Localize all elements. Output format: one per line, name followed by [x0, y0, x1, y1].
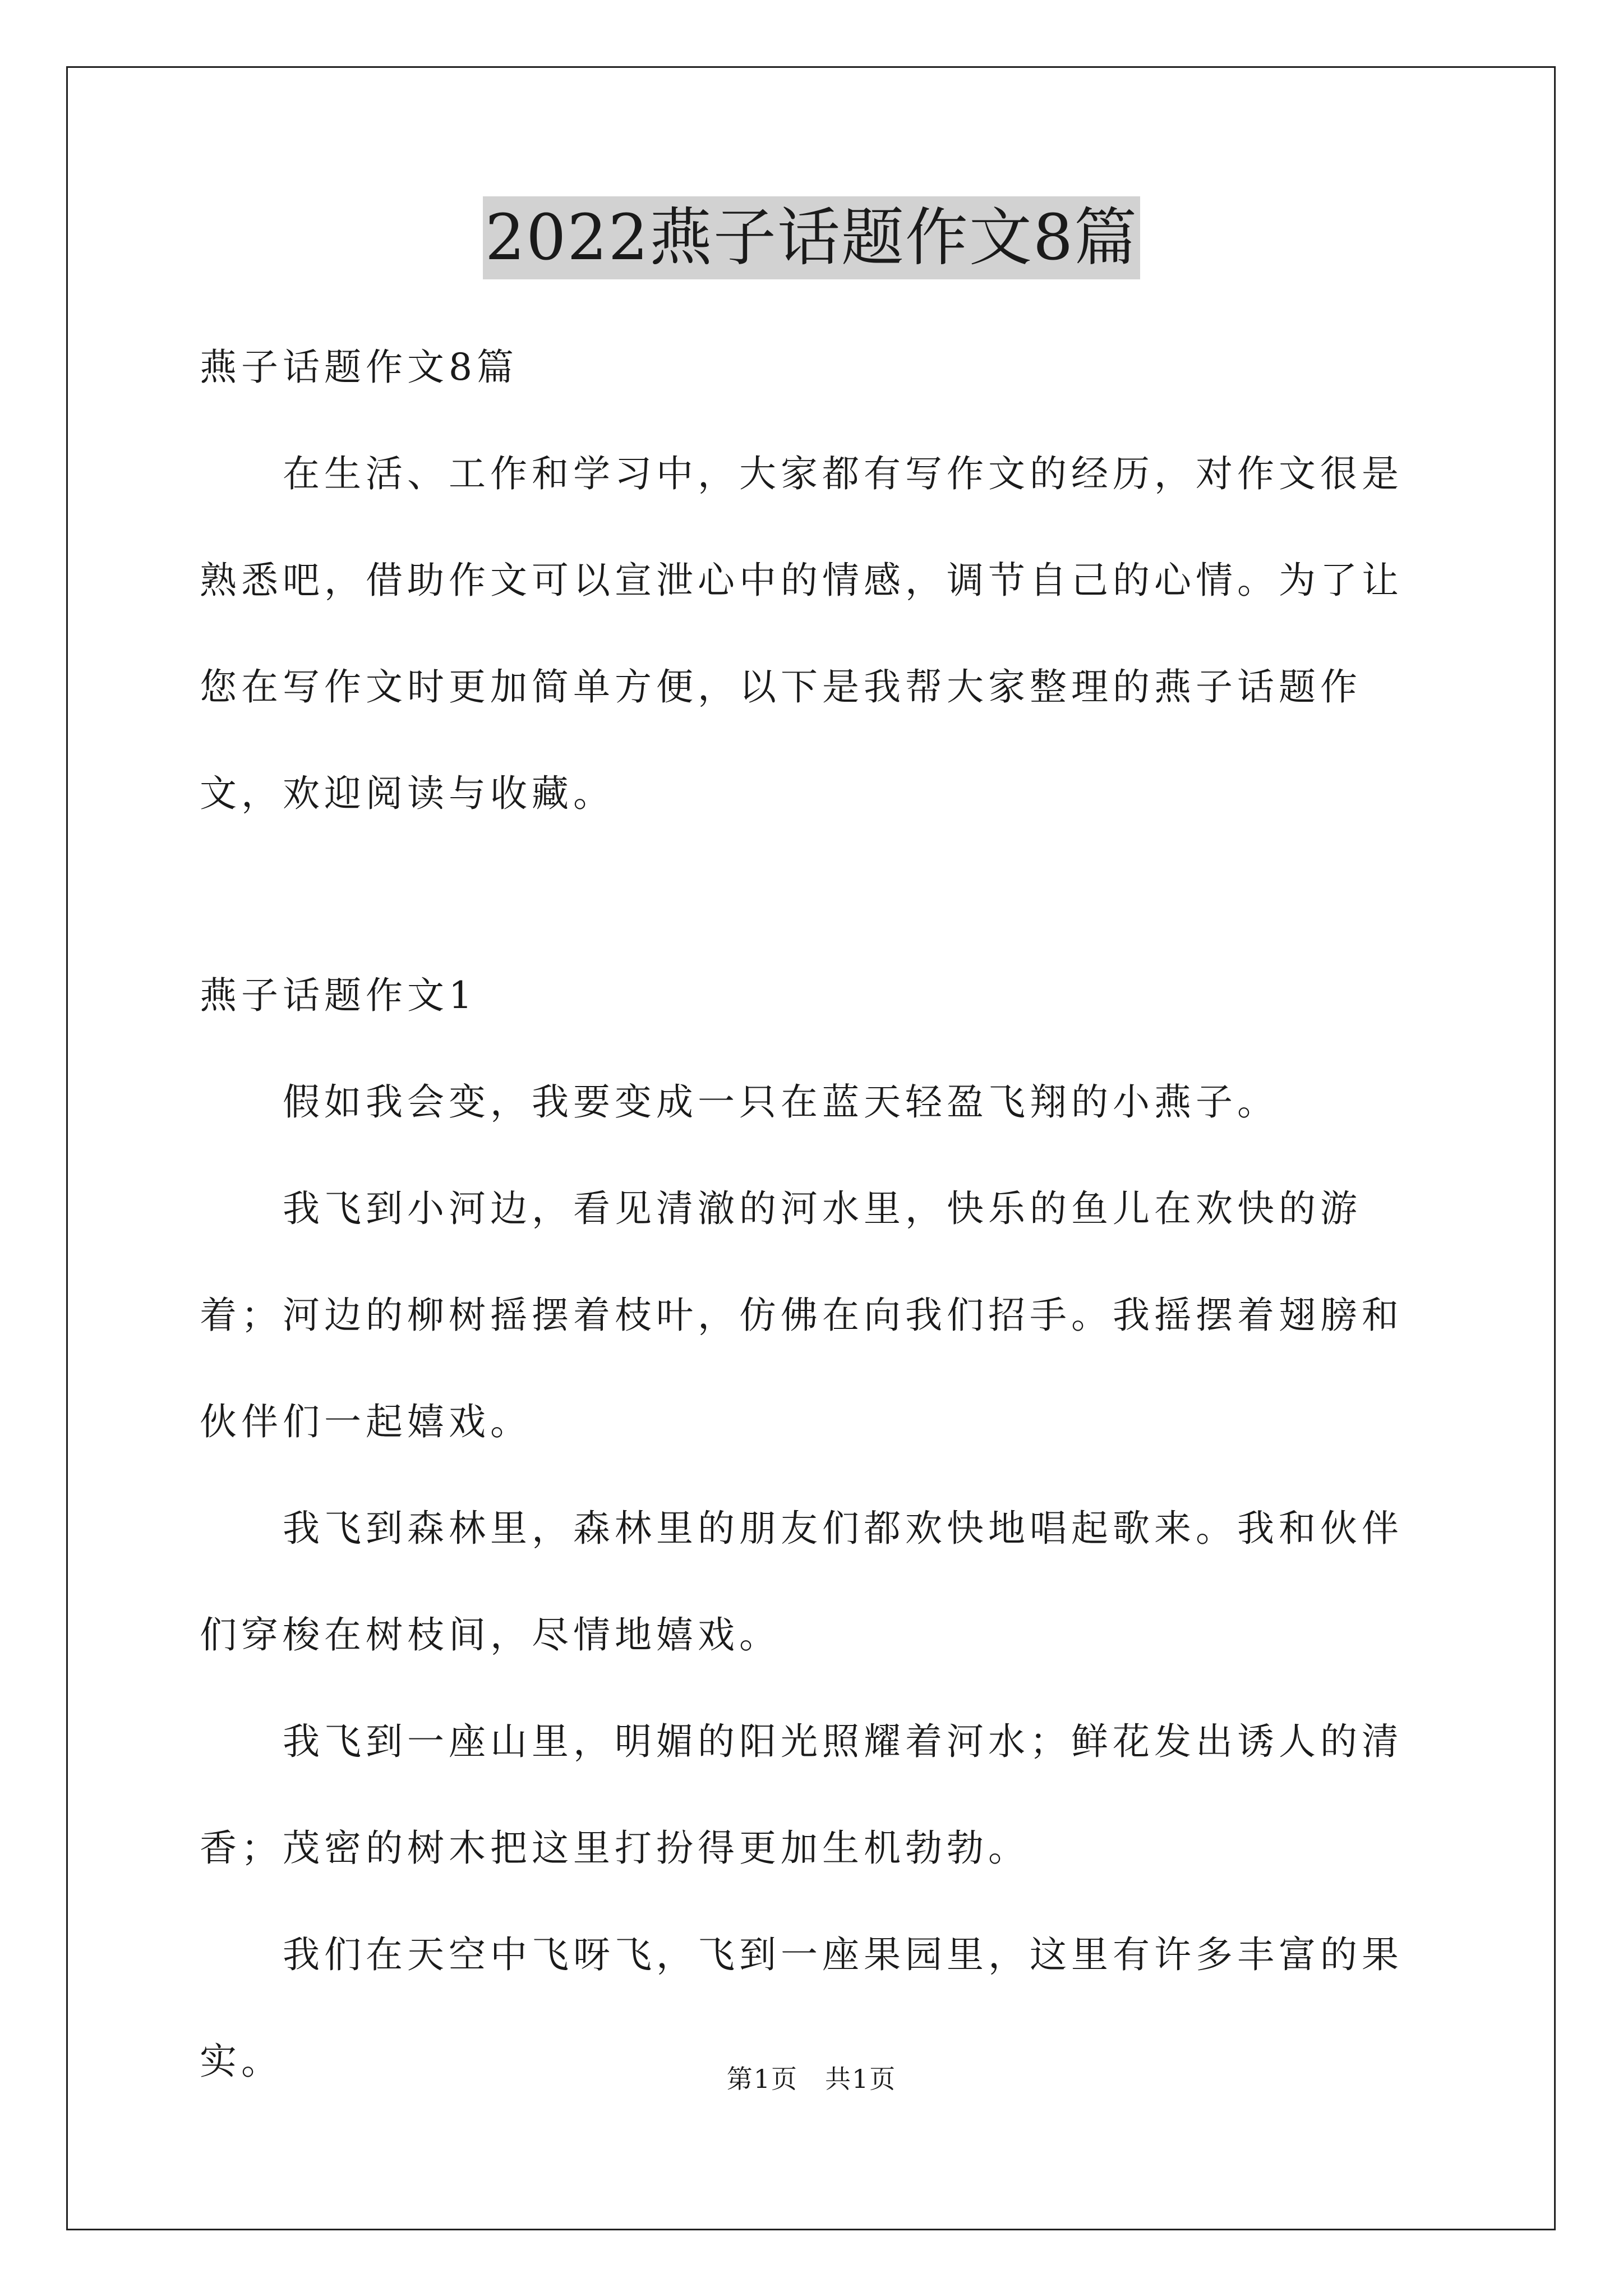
- body-paragraph-1: 假如我会变，我要变成一只在蓝天轻盈飞翔的小燕子。: [283, 1080, 1279, 1124]
- body-paragraph-5: 我们在天空中飞呀飞，飞到一座果园里，这里有许多丰富的果实。: [200, 1933, 1403, 2083]
- section-gap: [200, 847, 1433, 942]
- intro-heading: 燕子话题作文8篇: [200, 346, 518, 389]
- page-footer: [0, 2059, 1623, 2096]
- title-area: [0, 196, 1623, 279]
- section-heading: 燕子话题作文1: [200, 974, 477, 1017]
- intro-paragraph: 在生活、工作和学习中，大家都有写作文的经历，对作文很是熟悉吧，借助作文可以宣泄心中的情感，调节自己的心情。为了让您在写作文时更加简单方便，以下是我帮大家整理的燕子话题作文，欢迎阅读与收藏。: [200, 452, 1403, 815]
- page-number-total: 共1页: [825, 2064, 897, 2094]
- body-paragraph-2: 我飞到小河边，看见清澈的河水里，快乐的鱼儿在欢快的游着；河边的柳树摇摆着枝叶，仿佛在向我们招手。我摇摆着翅膀和伙伴们一起嬉戏。: [200, 1187, 1403, 1443]
- document-body: [200, 314, 1433, 2115]
- body-paragraph-4: 我飞到一座山里，明媚的阳光照耀着河水；鲜花发出诱人的清香；茂密的树木把这里打扮得更加生机勃勃。: [200, 1720, 1403, 1870]
- document-title: 2022燕子话题作文8篇: [483, 196, 1140, 279]
- body-paragraph-3: 我飞到森林里，森林里的朋友们都欢快地唱起歌来。我和伙伴们穿梭在树枝间，尽情地嬉戏。: [200, 1507, 1403, 1657]
- page-number-current: 第1页: [726, 2064, 798, 2094]
